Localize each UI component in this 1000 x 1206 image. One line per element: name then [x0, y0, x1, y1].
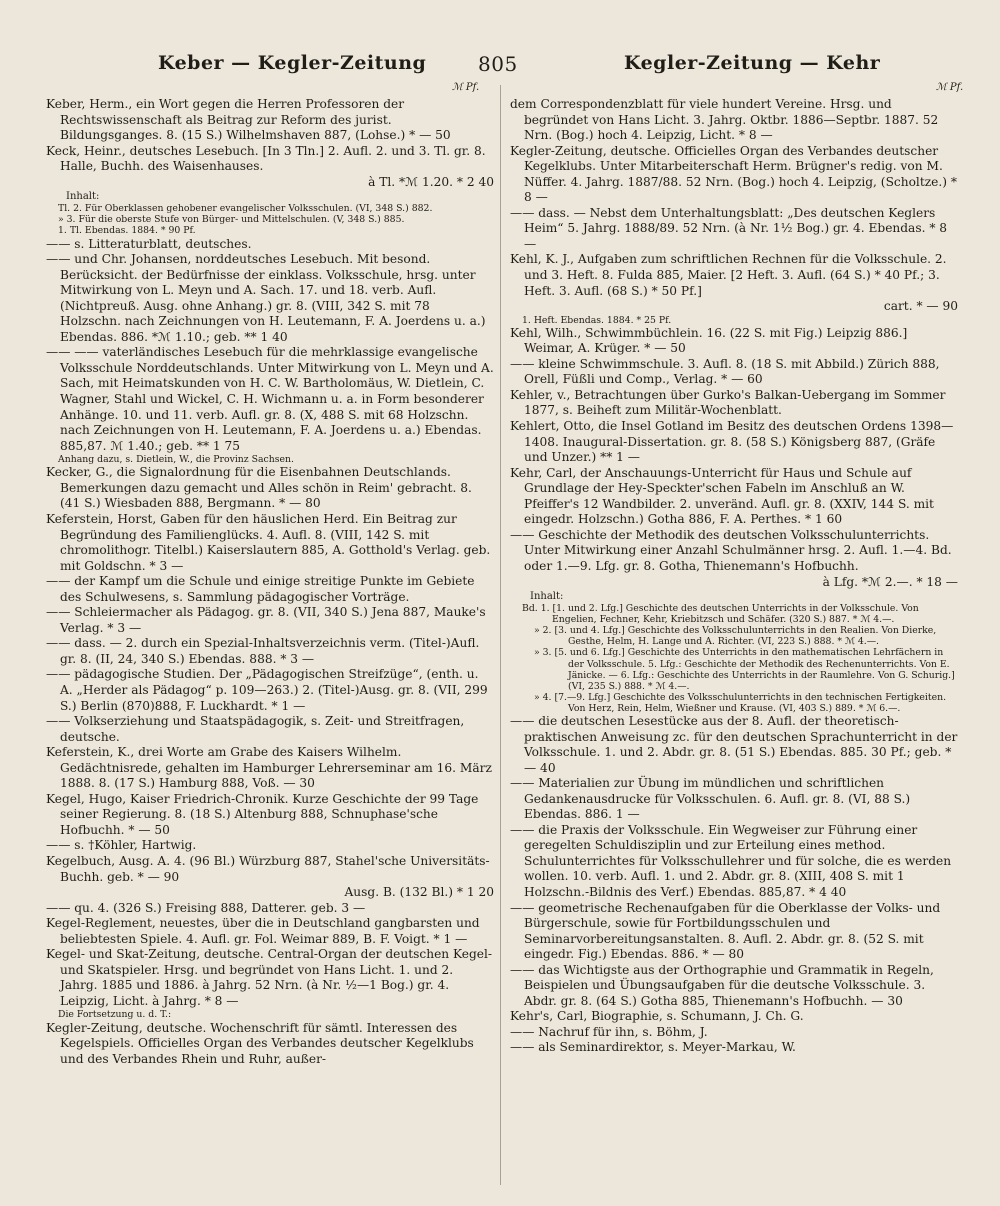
running-head-left: Keber — Kegler-Zeitung [158, 52, 427, 74]
index-entry: —— kleine Schwimmschule. 3. Aufl. 8. (18 S. mit Abbild.) Zürich 888, Orell, Füßli und Comp., Verlag. * — 60 [510, 356, 940, 387]
index-subentry: » 3. [5. und 6. Lfg.] Geschichte des Unterrichts in den mathematischen Lehrfächern in der Volksschule. 5. Lfg.: Geschichte der Methodik des Rechenunterrichts. Von E. Jänicke. — 6. Lfg.: Geschichte des Unterrichts in der Raumlehre. Von G. Schurig.] (VI, 235 S.) 888. * ℳ 4.—. [534, 647, 955, 692]
index-entry: Keber, Herm., ein Wort gegen die Herren Professoren der Rechtswissenschaft als Beitrag zur Reform des jurist. Bildungsganges. 8. (15 S.) Wilhelmshaven 887, (Lohse.) * — 50 [46, 97, 451, 143]
index-subentry: » 3. Für die oberste Stufe von Bürger- und Mittelschulen. (V, 348 S.) 885. [58, 214, 405, 226]
contents-label: Inhalt: [530, 591, 564, 603]
index-entry: Keferstein, Horst, Gaben für den häuslichen Herd. Ein Beitrag zur Begründung des Familienglücks. 4. Aufl. 8. (VIII, 142 S. mit chromolithogr. Titelbl.) Kaiserslautern 885, A. Gotthold's Verlag. geb. mit Goldschn. * 3 — [46, 511, 491, 573]
column-divider [500, 85, 501, 1185]
index-subentry: 1. Tl. Ebendas. 1884. * 90 Pf. [58, 225, 196, 237]
index-entry: —— Geschichte der Methodik des deutschen Volksschulunterrichts. Unter Mitwirkung einer Anzahl Schulmänner hrsg. 2. Aufl. 1.—4. Bd. oder 1.—9. Lfg. gr. 8. Gotha, Thienemann's Hofbuchh. [510, 527, 952, 573]
index-entry: Kehl, Wilh., Schwimmbüchlein. 16. (22 S. mit Fig.) Leipzig 886.] Weimar, A. Krüger. * — 50 [510, 325, 908, 356]
index-entry: —— Materialien zur Übung im mündlichen und schriftlichen Gedankenausdrucke für Volksschulen. 6. Aufl. gr. 8. (VI, 88 S.) Ebendas. 886. 1 — [510, 776, 911, 822]
index-entry: Kegler-Zeitung, deutsche. Wochenschrift für sämtl. Interessen des Kegelspiels. Officielles Organ des Verbandes deutscher Kegelklubs und des Verbandes Rhein und Ruhr, außer- [46, 1020, 474, 1066]
index-entry: —— die deutschen Lesestücke aus der 8. Aufl. der theoretisch-praktischen Anweisung zc. für den deutschen Sprachunterricht in der Volksschule. 1. und 2. Abdr. gr. 8. (51 S.) Ebendas. 885. 30 Pf.; geb. * — 40 [510, 713, 958, 775]
index-entry: —— als Seminardirektor, s. Meyer-Markau, W. [510, 1040, 796, 1055]
index-subentry: » 2. [3. und 4. Lfg.] Geschichte des Volksschulunterrichts in den Realien. Von Dierke, Gesthe, Helm, H. Lange und A. Richter. (VI, 223 S.) 888. * ℳ 4.—. [534, 625, 937, 648]
currency-label-left: ℳ Pf. [452, 82, 480, 93]
index-entry: —— s. Litteraturblatt, deutsches. [46, 236, 252, 251]
index-entry: Kehler, v., Betrachtungen über Gurko's Balkan-Uebergang im Sommer 1877, s. Beiheft zum Militär-Wochenblatt. [510, 387, 946, 418]
contents-label: Inhalt: [66, 191, 100, 203]
index-entry: —— und Chr. Johansen, norddeutsches Lesebuch. Mit besond. Berücksicht. der Bedürfnisse der einklass. Volksschule, hrsg. unter Mitwirkung von L. Meyn und A. Sach. 17. und 18. verb. Aufl. (Nichtpreuß. Ausg. ohne Anhang.) gr. 8. (VIII, 342 S. mit 78 Holzschn. nach Zeichnungen von H. Leutemann, F. A. Joerdens u. a.) Ebendas. 886. *ℳ 1.10.; geb. ** 1 40 [46, 252, 486, 344]
index-entry: —— Nachruf für ihn, s. Böhm, J. [510, 1024, 708, 1039]
running-head-right: Kegler-Zeitung — Kehr [624, 52, 881, 74]
right-column [510, 97, 958, 1187]
index-entry: —— dass. — 2. durch ein Spezial-Inhaltsverzeichnis verm. (Titel-)Aufl. gr. 8. (II, 24, 340 S.) Ebendas. 888. * 3 — [46, 636, 480, 666]
index-entry: Kehl, K. J., Aufgaben zum schriftlichen Rechnen für die Volksschule. 2. und 3. Heft. 8. Fulda 885, Maier. [2 Heft. 3. Aufl. (64 S.) * 40 Pf.; 3. Heft. 3. Aufl. (68 S.) * 50 Pf.] [510, 252, 947, 298]
left-column [46, 97, 494, 1187]
index-subentry: Bd. 1. [1. und 2. Lfg.] Geschichte des deutschen Unterrichts in der Volksschule. Von Engelien, Fechner, Kehr, Kriebitzsch und Schäfer. (320 S.) 887. * ℳ 4.—. [522, 603, 919, 626]
index-subentry: Die Fortsetzung u. d. T.: [58, 1009, 172, 1021]
index-entry: Kehlert, Otto, die Insel Gotland im Besitz des deutschen Ordens 1398—1408. Inaugural-Dissertation. gr. 8. (58 S.) Königsberg 887, (Gräfe und Unzer.) ** 1 — [510, 419, 954, 465]
index-entry: Kehr's, Carl, Biographie, s. Schumann, J. Ch. G. [510, 1009, 804, 1024]
index-entry: —— geometrische Rechenaufgaben für die Oberklasse der Volks- und Bürgerschule, sowie für Fortbildungsschulen und Seminarvorbereitungsanstalten. 8. Aufl. 2. Abdr. gr. 8. (52 S. mit eingedr. Fig.) Ebendas. 886. * — 80 [510, 900, 941, 962]
index-subentry: Anhang dazu, s. Dietlein, W., die Provinz Sachsen. [58, 454, 294, 466]
index-entry: —— das Wichtigste aus der Orthographie und Grammatik in Regeln, Beispielen und Übungsaufgaben für die deutsche Volksschule. 3. Abdr. gr. 8. (64 S.) Gotha 885, Thienemann's Hofbuchh. — 30 [510, 962, 934, 1008]
index-entry: Keferstein, K., drei Worte am Grabe des Kaisers Wilhelm. Gedächtnisrede, gehalten im Hamburger Lehrerseminar am 16. März 1888. 8. (17 S.) Hamburg 888, Voß. — 30 [46, 745, 492, 791]
index-entry: Keck, Heinr., deutsches Lesebuch. [In 3 Tln.] 2. Aufl. 2. und 3. Tl. gr. 8. Halle, Buchh. des Waisenhauses. [46, 143, 486, 174]
index-entry: Kegel, Hugo, Kaiser Friedrich-Chronik. Kurze Geschichte der 99 Tage seiner Regierung. 8. (18 S.) Altenburg 888, Schnuphase'sche Hofbuchh. * — 50 [46, 791, 479, 837]
index-entry: Kegelbuch, Ausg. A. 4. (96 Bl.) Würzburg 887, Stahel'sche Universitäts-Buchh. geb. * — 90 [46, 853, 490, 884]
index-entry: —— Volkserziehung und Staatspädagogik, s. Zeit- und Streitfragen, deutsche. [46, 714, 465, 744]
index-entry: —— der Kampf um die Schule und einige streitige Punkte im Gebiete des Schulwesens, s. Sammlung pädagogischer Vorträge. [46, 574, 475, 604]
index-subentry: » 4. [7.—9. Lfg.] Geschichte des Volksschulunterrichts in den technischen Fertigkeiten. Von Herz, Rein, Helm, Wießner und Krause. (VI, 403 S.) 889. * ℳ 6.—. [534, 691, 947, 714]
index-entry: —— —— vaterländisches Lesebuch für die mehrklassige evangelische Volksschule Norddeutschlands. Unter Mitwirkung von L. Meyn und A. Sach, mit Heimatskunden von H. C. W. Bartholomäus, W. Dietlein, C. Wagner, Stahl und Wickel, C. H. Wichmann u. a. in Form besonderer Anhänge. 10. und 11. verb. Aufl. gr. 8. (X, 488 S. mit 68 Holzschn. nach Zeichnungen von H. Leutemann, F. A. Joerdens u. a.) Ebendas. 885,87. ℳ 1.40.; geb. ** 1 75 [46, 345, 494, 453]
index-entry: —— s. †Köhler, Hartwig. [46, 838, 197, 853]
page-number: 805 [478, 52, 518, 76]
index-subentry: Tl. 2. Für Oberklassen gehobener evangelischer Volksschulen. (VI, 348 S.) 882. [58, 203, 433, 215]
index-entry: Kegler-Zeitung, deutsche. Officielles Organ des Verbandes deutscher Kegelklubs. Unter Mitarbeiterschaft Herm. Brügner's redig. von M. Nüffer. 4. Jahrg. 1887/88. 52 Nrn. (Bog.) hoch 4. Leipzig, (Scholtze.) * 8 — [510, 143, 957, 205]
index-entry: Kegel-Reglement, neuestes, über die in Deutschland gangbarsten und beliebtesten Spiele. 4. Aufl. gr. Fol. Weimar 889, B. F. Voigt. * 1 — [46, 916, 480, 946]
index-entry: Kegel- und Skat-Zeitung, deutsche. Central-Organ der deutschen Kegel- und Skatspieler. Hrsg. und begründet von Hans Licht. 1. und 2. Jahrg. 1885 und 1886. à Jahrg. 52 Nrn. (à Nr. ½—1 Bog.) gr. 4. Leipzig, Licht. à Jahrg. * 8 — [46, 947, 493, 1008]
currency-label-right: ℳ Pf. [936, 82, 964, 93]
index-entry: Kecker, G., die Signalordnung für die Eisenbahnen Deutschlands. Bemerkungen dazu gemacht und Alles schön in Reim' gebracht. 8. (41 S.) Wiesbaden 888, Bergmann. * — 80 [46, 465, 472, 511]
index-subentry: 1. Heft. Ebendas. 1884. * 25 Pf. [522, 314, 672, 326]
index-entry: Kehr, Carl, der Anschauungs-Unterricht für Haus und Schule auf Grundlage der Hey-Speckter'schen Fabeln im Anschluß an W. Pfeiffer's 12 Wandbilder. 2. unveränd. Aufl. gr. 8. (XXIV, 144 S. mit eingedr. Holzschn.) Gotha 886, F. A. Perthes. * 1 60 [510, 465, 934, 527]
index-entry: —— qu. 4. (326 S.) Freising 888, Datterer. geb. 3 — [46, 900, 366, 915]
price-line: à Tl. *ℳ 1.20. * 2 40 [368, 174, 494, 189]
index-entry: —— die Praxis der Volksschule. Ein Wegweiser zur Führung einer geregelten Schuldisziplin und zur Erteilung eines method. Schulunterrichtes für Volksschullehrer und für solche, die es werden wollen. 10. verb. Aufl. 1. und 2. Abdr. gr. 8. (XIII, 408 S. mit 1 Holzschn.-Bildnis des Verf.) Ebendas. 885,87. * 4 40 [510, 822, 952, 899]
price-line: à Lfg. *ℳ 2.—. * 18 — [822, 574, 958, 589]
index-entry: —— pädagogische Studien. Der „Pädagogischen Streifzüge“, (enth. u. A. „Herder als Pädagog“ p. 109—263.) 2. (Titel-)Ausg. gr. 8. (VII, 299 S.) Berlin (870)888, F. Luckhardt. * 1 — [46, 667, 488, 713]
index-entry: —— dass. — Nebst dem Unterhaltungsblatt: „Des deutschen Keglers Heim“ 5. Jahrg. 1888/89. 52 Nrn. (à Nr. 1½ Bog.) gr. 4. Ebendas. * 8 — [510, 205, 948, 251]
price-line: Ausg. B. (132 Bl.) * 1 20 [344, 885, 494, 900]
index-entry: dem Correspondenzblatt für viele hundert Vereine. Hrsg. und begründet von Hans Licht. 3. Jahrg. Oktbr. 1886—Septbr. 1887. 52 Nrn. (Bog.) hoch 4. Leipzig, Licht. * 8 — [510, 97, 939, 143]
price-line: cart. * — 90 [883, 299, 958, 314]
index-entry: —— Schleiermacher als Pädagog. gr. 8. (VII, 340 S.) Jena 887, Mauke's Verlag. * 3 — [46, 605, 486, 635]
